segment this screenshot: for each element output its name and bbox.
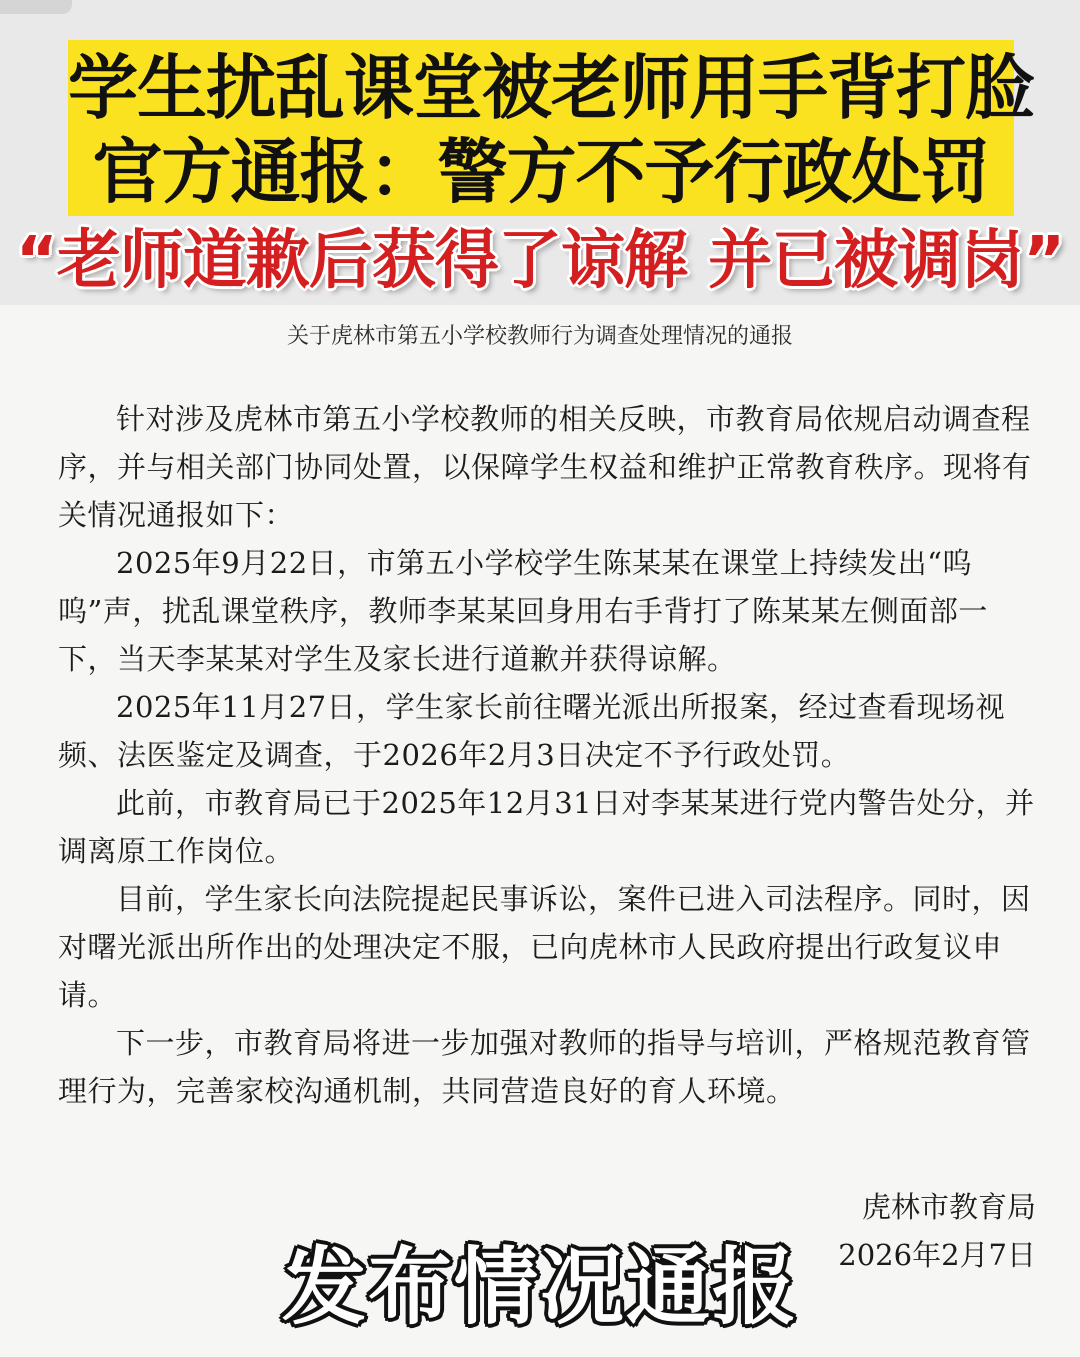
top-corner-chip — [0, 0, 72, 14]
subheadline-quote: “老师道歉后获得了谅解 并已被调岗” — [15, 224, 1065, 298]
paragraph-discipline: 此前，市教育局已于2025年12月31日对李某某进行党内警告处分，并调离原工作岗位。 — [58, 786, 1035, 868]
paragraph-incident: 2025年9月22日，市第五小学校学生陈某某在课堂上持续发出“呜呜”声，扰乱课堂秩序，教师李某某回身用右手背打了陈某某左侧面部一下，当天李某某对学生及家长进行道歉并获得谅解。 — [58, 546, 988, 676]
issue-date: 2026年2月7日 — [838, 1238, 1036, 1272]
headline-line-1: 学生扰乱课堂被老师用手背打脸 — [68, 47, 1034, 129]
notice-body — [58, 395, 1038, 1115]
headline-box — [68, 40, 1034, 216]
issuer-name: 虎林市教育局 — [861, 1190, 1036, 1224]
headline-line-2: 官方通报：警方不予行政处罚 — [92, 131, 990, 213]
paragraph-intro: 针对涉及虎林市第五小学校教师的相关反映，市教育局依规启动调查程序，并与相关部门协同处置，以保障学生权益和维护正常教育秩序。现将有关情况通报如下： — [58, 402, 1032, 532]
video-caption: 发布情况通报 — [281, 1238, 798, 1336]
paragraph-police-report: 2025年11月27日，学生家长前往曙光派出所报案，经过查看现场视频、法医鉴定及调查，于2026年2月3日决定不予行政处罚。 — [58, 690, 1006, 772]
paragraph-next-steps: 下一步，市教育局将进一步加强对教师的指导与培训，严格规范教育管理行为，完善家校沟通机制，共同营造良好的育人环境。 — [58, 1026, 1031, 1108]
notice-title: 关于虎林市第五小学校教师行为调查处理情况的通报 — [286, 324, 793, 349]
notice-document — [0, 305, 1080, 1357]
header-band — [0, 0, 1080, 305]
paragraph-litigation: 目前，学生家长向法院提起民事诉讼，案件已进入司法程序。同时，因对曙光派出所作出的处理决定不服，已向虎林市人民政府提出行政复议申请。 — [58, 882, 1031, 1012]
